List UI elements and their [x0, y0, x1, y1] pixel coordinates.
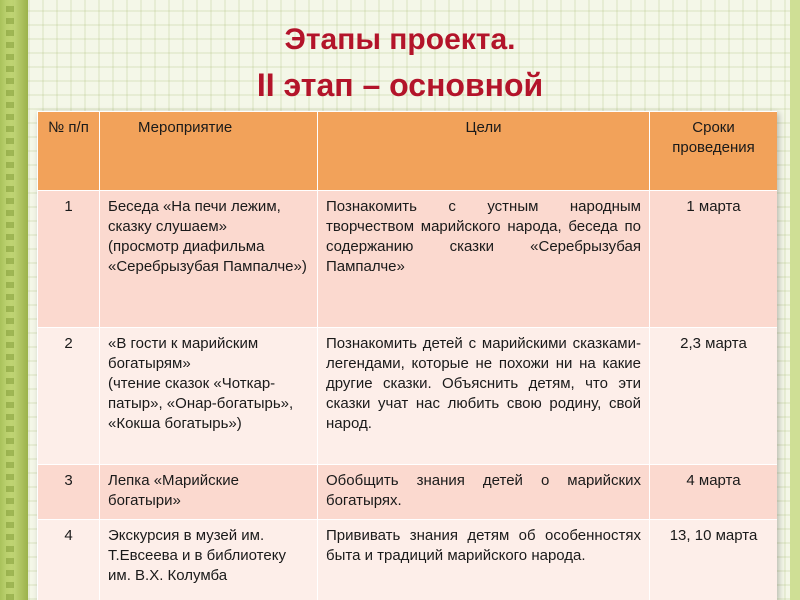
project-stage-table: [37, 111, 777, 600]
table-row: [38, 328, 778, 465]
slide-title: Этапы проекта.: [284, 23, 516, 56]
slide-subtitle: II этап – основной: [256, 67, 544, 103]
row-1-goal: Познакомить с устным народным творчеством марийского народа, беседа по содержанию сказки «Серебрызубая Пампалче»: [318, 191, 650, 328]
row-2-goal: Познакомить детей с марийскими сказками-легендами, которые не похожи ни на какие другие сказки. Объяснить детям, что эти сказки учат нас любить свою родину, свой народ.: [318, 328, 650, 465]
table-row: [38, 465, 778, 520]
row-3-event: Лепка «Марийские богатыри»: [100, 465, 318, 520]
row-1-event: [100, 191, 318, 328]
table-row: [38, 520, 778, 600]
row-3-date: 4 марта: [650, 465, 778, 520]
row-4-num: 4: [38, 520, 100, 600]
header-event: Мероприятие: [100, 112, 318, 191]
row-3-goal: Обобщить знания детей о марийских богатырях.: [318, 465, 650, 520]
row-4-date: 13, 10 марта: [650, 520, 778, 600]
table-row: [38, 191, 778, 328]
header-num: № п/п: [38, 112, 100, 191]
header-date: Сроки проведения: [650, 112, 778, 191]
row-2-num: 2: [38, 328, 100, 465]
header-goal: Цели: [318, 112, 650, 191]
row-1-event-text: Беседа «На печи лежим, сказку слушаем» (просмотр диафильма «Серебрызубая Пампалче»): [108, 198, 307, 275]
row-2-event-text: «В гости к марийским богатырям» (чтение сказок «Чоткар-патыр», «Онар-богатырь», «Кокша богатырь»): [108, 335, 294, 432]
row-2-event: [100, 328, 318, 465]
table-header-row: [38, 112, 778, 191]
row-4-goal: Прививать знания детям об особенностях быта и традиций марийского народа.: [318, 520, 650, 600]
row-3-num: 3: [38, 465, 100, 520]
row-4-event: Экскурсия в музей им. Т.Евсеева и в библиотеку им. В.Х. Колумба: [100, 520, 318, 600]
row-1-date: 1 марта: [650, 191, 778, 328]
row-2-date: 2,3 марта: [650, 328, 778, 465]
row-1-num: 1: [38, 191, 100, 328]
